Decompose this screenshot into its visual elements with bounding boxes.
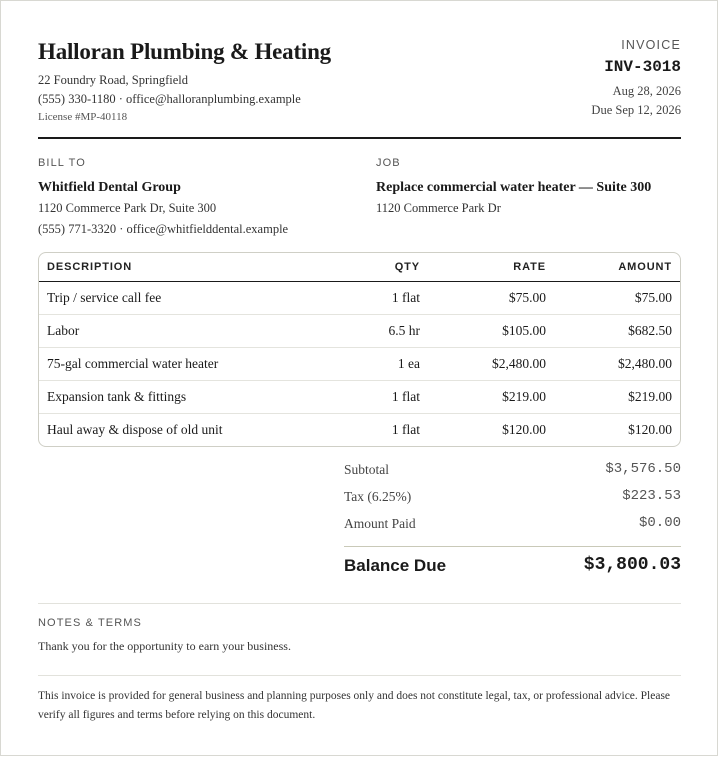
header-description: DESCRIPTION [39,253,322,282]
notes-section [38,617,681,654]
company-address: 22 Foundry Road, Springfield [38,73,188,87]
totals-divider [344,546,681,547]
totals-section [344,460,681,575]
row-description: Labor [39,315,322,348]
job-info [376,157,651,218]
row-rate: $2,480.00 [428,348,554,381]
line-items-table [38,252,681,447]
row-rate: $75.00 [428,282,554,315]
row-rate: $219.00 [428,381,554,414]
subtotal-value: $3,576.50 [605,461,681,477]
company-contact: (555) 330-1180 · office@halloranplumbing.example [38,92,301,106]
invoice-header [38,38,681,138]
tax-label: Tax (6.25%) [344,489,412,504]
invoice-due-date: Due Sep 12, 2026 [591,103,681,117]
table-row [39,348,680,381]
disclaimer-divider [38,675,681,676]
row-description: Haul away & dispose of old unit [47,422,223,437]
job-title: Replace commercial water heater — Suite 300 [376,180,652,195]
notes-text: Thank you for the opportunity to earn your business. [38,639,291,653]
notes-label: NOTES & TERMS [38,617,142,629]
invoice-number: INV-3018 [604,58,681,76]
row-description: Expansion tank & fittings [39,381,322,414]
table-row [39,282,680,315]
disclaimer-text: This invoice is provided for general business and planning purposes only and does not constitute legal, tax, or professional advice. Please verify all figures and terms before relying on this document. [38,690,671,721]
company-info [38,38,331,125]
company-license: License #MP-40118 [38,111,128,123]
row-description: Trip / service call fee [39,282,322,315]
subtotal-row [344,460,681,487]
balance-due-row [344,556,681,580]
invoice-date: Aug 28, 2026 [612,84,681,98]
row-rate: $120.00 [502,422,546,437]
row-amount: $219.00 [554,381,680,414]
row-amount: $682.50 [554,315,680,348]
row-qty: 1 flat [391,422,420,437]
header-qty: QTY [322,253,428,282]
bill-to-contact: (555) 771-3320 · office@whitfielddental.example [38,222,289,236]
subtotal-label: Subtotal [344,462,390,477]
table-row [39,315,680,348]
header-amount: AMOUNT [554,253,680,282]
notes-divider [38,603,681,604]
row-amount: $120.00 [628,422,672,437]
table-row [39,381,680,414]
table-row [39,414,680,447]
tax-value: $223.53 [622,488,681,504]
job-label: JOB [376,157,401,169]
row-qty: 1 flat [322,282,428,315]
bill-to-label: BILL TO [38,157,86,169]
bill-to-address: 1120 Commerce Park Dr, Suite 300 [38,201,217,215]
amount-paid-row [344,514,681,541]
row-amount: $2,480.00 [554,348,680,381]
row-description: 75-gal commercial water heater [39,348,322,381]
row-qty: 1 ea [322,348,428,381]
company-name: Halloran Plumbing & Heating [38,39,331,64]
header-rate: RATE [428,253,554,282]
row-rate: $105.00 [428,315,554,348]
row-qty: 1 flat [322,381,428,414]
header-divider [38,137,681,139]
bill-to [38,157,288,239]
row-qty: 6.5 hr [322,315,428,348]
bill-to-name: Whitfield Dental Group [38,180,181,195]
row-amount: $75.00 [554,282,680,315]
tax-row [344,487,681,514]
job-address: 1120 Commerce Park Dr [376,201,501,215]
invoice-meta [591,38,681,120]
amount-paid-label: Amount Paid [344,516,416,531]
invoice-label: INVOICE [621,38,681,52]
table-header-row [39,253,680,282]
balance-due-value: $3,800.03 [583,555,681,575]
amount-paid-value: $0.00 [638,515,681,531]
balance-due-label: Balance Due [344,556,447,575]
